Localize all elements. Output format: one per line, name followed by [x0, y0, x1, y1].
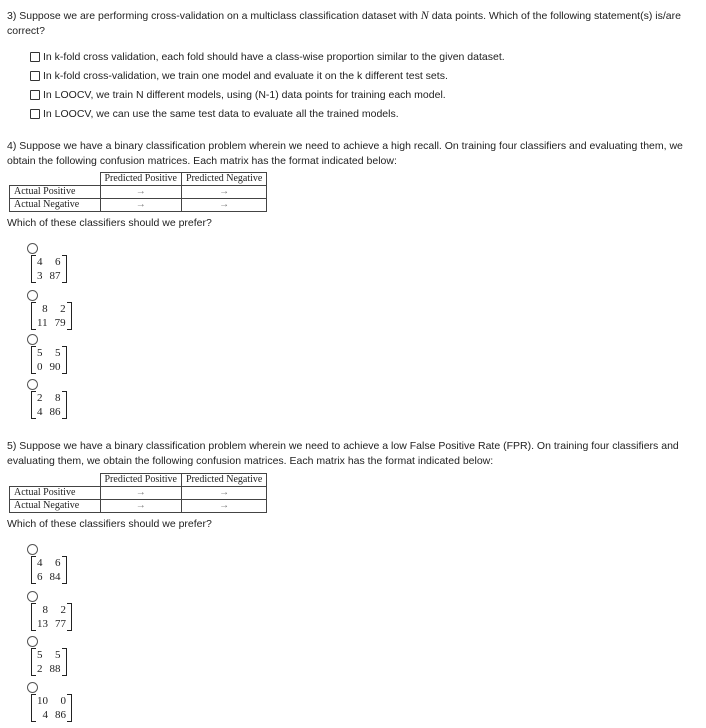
row-header: Actual Positive [10, 186, 101, 199]
q3-option-2-label: In k-fold cross-validation, we train one model and evaluate it on the k different test sets. [43, 69, 448, 82]
q5-option-3-radio[interactable] [27, 636, 38, 647]
question-4-text: 4) Suppose we have a binary classification problem wherein we need to achieve a high recall. On training four classifiers and evaluating them, we obtain the following confusion matrices. Each matrix has the format indicated below: [7, 140, 683, 167]
q5-format-table [9, 473, 267, 513]
q4-option-1-radio[interactable] [27, 243, 38, 254]
col-header: Predicted Negative [182, 173, 267, 186]
checkbox[interactable] [30, 52, 40, 62]
arrow-icon: → [182, 500, 267, 513]
row-header: Actual Positive [10, 487, 101, 500]
q3-option-1[interactable] [30, 49, 505, 64]
arrow-icon: → [182, 199, 267, 212]
checkbox[interactable] [30, 90, 40, 100]
variable-n: N [420, 8, 429, 22]
q5-option-1-radio[interactable] [27, 544, 38, 555]
question-3-text: 3) Suppose we are performing cross-validation on a multiclass classification dataset with N data points. Which of the following statement(s) is/are correct? [7, 8, 681, 37]
q5-prompt: Which of these classifiers should we prefer? [7, 518, 212, 530]
question-5-text: 5) Suppose we have a binary classification problem wherein we need to achieve a low False Positive Rate (FPR). On training four classifiers and evaluating them, we obtain the following confusion matrices. Each matrix has the format indicated below: [7, 440, 679, 467]
arrow-icon: → [100, 487, 182, 500]
arrow-icon: → [182, 487, 267, 500]
q3-option-1-label: In k-fold cross validation, each fold should have a class-wise proportion similar to the given dataset. [43, 50, 505, 63]
q3-option-4-label: In LOOCV, we can use the same test data to evaluate all the trained models. [43, 107, 399, 120]
q5-option-1-matrix: 4 6 6 84 [31, 556, 67, 584]
q4-option-1-matrix: 4 6 3 87 [31, 255, 67, 283]
checkbox[interactable] [30, 71, 40, 81]
checkbox[interactable] [30, 109, 40, 119]
q4-option-4-radio[interactable] [27, 379, 38, 390]
q4-format-table [9, 172, 267, 212]
row-header: Actual Negative [10, 500, 101, 513]
q4-option-3-radio[interactable] [27, 334, 38, 345]
arrow-icon: → [182, 186, 267, 199]
q3-option-2[interactable] [30, 68, 448, 83]
q5-option-4-matrix: 10 0 4 86 [31, 694, 72, 722]
col-header: Predicted Negative [182, 474, 267, 487]
q4-option-2-matrix: 8 2 11 79 [31, 302, 72, 330]
q5-option-2-radio[interactable] [27, 591, 38, 602]
arrow-icon: → [100, 500, 182, 513]
row-header: Actual Negative [10, 199, 101, 212]
q4-prompt: Which of these classifiers should we prefer? [7, 217, 212, 229]
arrow-icon: → [100, 199, 182, 212]
q5-option-4-radio[interactable] [27, 682, 38, 693]
col-header: Predicted Positive [100, 173, 182, 186]
q4-option-2-radio[interactable] [27, 290, 38, 301]
q3-option-4[interactable] [30, 106, 399, 121]
q4-option-3-matrix: 5 5 0 90 [31, 346, 67, 374]
arrow-icon: → [100, 186, 182, 199]
q4-option-4-matrix: 2 8 4 86 [31, 391, 67, 419]
q3-option-3-label: In LOOCV, we train N different models, using (N-1) data points for training each model. [43, 88, 446, 101]
q5-option-2-matrix: 8 2 13 77 [31, 603, 72, 631]
q3-option-3[interactable] [30, 87, 446, 102]
q5-option-3-matrix: 5 5 2 88 [31, 648, 67, 676]
col-header: Predicted Positive [100, 474, 182, 487]
